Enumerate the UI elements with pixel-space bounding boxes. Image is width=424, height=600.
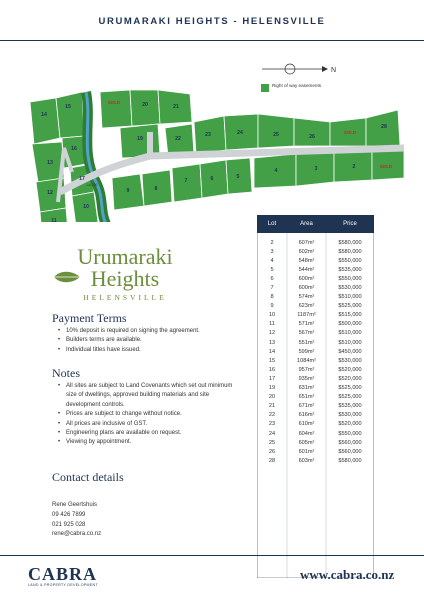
price-cell: $525,000	[338, 394, 362, 401]
lot-label-14: 14	[41, 112, 47, 118]
contact-name: Rene Geertshuis	[52, 502, 98, 508]
lot-cell: 4	[270, 257, 274, 264]
lot-label-9: 9	[126, 188, 130, 194]
price-cell: $560,000	[338, 448, 362, 455]
lot-cell: 12	[268, 330, 276, 337]
area-cell: 602m²	[298, 248, 315, 255]
website-link[interactable]: www.cabra.co.nz	[300, 567, 395, 582]
price-cell: $550,000	[338, 257, 362, 264]
lot-label-5: 5	[236, 174, 240, 180]
table-border	[257, 215, 374, 578]
column-header-lot: Lot	[267, 221, 277, 227]
price-cell: $580,000	[338, 248, 362, 255]
contact-heading: Contact details	[52, 470, 124, 484]
price-cell: $520,000	[338, 421, 362, 428]
lot-cell: 28	[268, 457, 276, 464]
lot-cell: 22	[268, 412, 276, 419]
lot-cell: 8	[270, 294, 274, 301]
lot-label-7: 7	[184, 178, 188, 184]
area-cell: 571m²	[298, 321, 315, 328]
lot-label-21: 21	[173, 104, 179, 110]
lot-cell: 15	[268, 357, 276, 364]
cabra-tagline: LAND & PROPERTY DEVELOPMENT	[28, 583, 98, 587]
price-cell: $580,000	[338, 457, 362, 464]
footer-rule	[0, 555, 424, 556]
price-cell: $520,000	[338, 366, 362, 373]
sold-label: SOLD	[343, 130, 357, 135]
contact-details	[52, 501, 101, 540]
lot-cell: 26	[268, 448, 276, 455]
price-cell: $500,000	[338, 321, 362, 328]
price-cell: $510,000	[338, 294, 362, 301]
area-cell: 603m²	[298, 457, 315, 464]
area-cell: 610m²	[298, 421, 315, 428]
area-cell: 551m²	[298, 339, 315, 346]
price-cell: $515,000	[338, 312, 362, 319]
sold-label: SOLD	[379, 164, 393, 169]
lot-label-10: 10	[83, 204, 89, 210]
notes-heading: Notes	[52, 366, 80, 380]
lot-cell: 20	[268, 394, 276, 401]
area-cell: 607m²	[298, 239, 315, 246]
logo-line1: Urumaraki	[77, 244, 173, 269]
lot-label-26: 26	[309, 134, 315, 140]
lot-label-6: 6	[210, 176, 214, 182]
header-rule	[0, 40, 424, 41]
north-arrow-icon	[262, 64, 328, 74]
area-cell: 544m²	[298, 266, 315, 273]
lot-cell: 3	[270, 248, 274, 255]
lot-cell: 10	[268, 312, 276, 319]
list-item: • Prices are subject to change without notice.	[58, 410, 243, 419]
page-title: URUMARAKI HEIGHTS - HELENSVILLE	[98, 16, 326, 27]
lot-label-23: 23	[205, 132, 211, 138]
lot-cell: 14	[268, 348, 276, 355]
area-cell: 651m²	[298, 394, 315, 401]
area-cell: 605m²	[298, 439, 315, 446]
area-cell: 957m²	[298, 366, 315, 373]
lot-label-11: 11	[51, 218, 57, 222]
area-cell: 1187m²	[297, 312, 316, 319]
price-cell: $510,000	[338, 339, 362, 346]
area-cell: 567m²	[298, 330, 315, 337]
list-item: • Individual titles have issued.	[58, 346, 243, 355]
payment-terms-heading: Payment Terms	[52, 311, 127, 325]
cabra-logo: CABRA	[28, 564, 98, 584]
lot-cell: 24	[268, 430, 276, 437]
price-cell: $530,000	[338, 412, 362, 419]
area-cell: 935m²	[298, 375, 315, 382]
leaf-icon	[52, 270, 82, 284]
lot-label-24: 24	[237, 130, 243, 136]
price-cell: $520,000	[338, 375, 362, 382]
north-label: N	[331, 67, 337, 74]
lot-label-16: 16	[71, 146, 77, 152]
column-header-price: Price	[343, 221, 357, 227]
lot-label-28: 28	[381, 124, 387, 130]
lot-cell: 17	[268, 375, 276, 382]
price-cell: $580,000	[338, 239, 362, 246]
lot-cell: 2	[270, 239, 274, 246]
logo-line2: Heights	[90, 266, 160, 291]
lot-label-4: 4	[274, 168, 278, 174]
column-header-area: Area	[300, 221, 313, 227]
lot-label-22: 22	[175, 136, 181, 142]
list-item: • Builders terms are available.	[58, 336, 243, 345]
area-cell: 604m²	[298, 430, 315, 437]
area-cell: 623m²	[298, 303, 315, 310]
lot-cell: 23	[268, 421, 276, 428]
lot-label-13: 13	[47, 160, 53, 166]
area-cell: 631m²	[298, 385, 315, 392]
legend-swatch	[261, 84, 269, 92]
lot-label-17: 17	[79, 176, 85, 182]
price-cell: $550,000	[338, 275, 362, 282]
area-cell: 599m²	[298, 348, 315, 355]
price-cell: $450,000	[338, 348, 362, 355]
price-cell: $525,000	[338, 385, 362, 392]
lot-cell: 13	[268, 339, 276, 346]
lot-label-3: 3	[314, 166, 318, 172]
price-cell: $535,000	[338, 403, 362, 410]
price-cell: $525,000	[338, 303, 362, 310]
area-cell: 601m²	[298, 448, 315, 455]
lot-cell: 16	[268, 366, 276, 373]
price-cell: $560,000	[338, 439, 362, 446]
area-cell: 1084m²	[297, 357, 316, 364]
lot-label-12: 12	[47, 190, 53, 196]
lot-label-8: 8	[154, 186, 158, 192]
area-cell: 600m²	[298, 275, 315, 282]
lot-cell: 25	[268, 439, 276, 446]
lot-cell: 6	[270, 275, 274, 282]
contact-phone-1[interactable]: 09 426 7899	[52, 511, 86, 518]
lot-label-19: 19	[137, 136, 143, 142]
area-cell: 600m²	[298, 285, 315, 292]
lot-cell: 5	[270, 266, 274, 273]
price-cell: $530,000	[338, 357, 362, 364]
area-cell: 574m²	[298, 294, 315, 301]
lot-cell: 11	[269, 321, 275, 328]
lot-label-15: 15	[65, 104, 71, 110]
price-cell: $535,000	[338, 266, 362, 273]
legend-label: Right of way easements	[272, 83, 322, 88]
price-cell: $510,000	[338, 330, 362, 337]
lot-label-20: 20	[142, 102, 148, 108]
payment-terms-list	[58, 327, 243, 355]
price-cell: $550,000	[338, 430, 362, 437]
list-item: • All sites are subject to Land Covenants which set out minimum size of dwellings, approved building materials and site development controls.	[58, 382, 243, 410]
area-cell: 671m²	[298, 403, 315, 410]
list-item: • Engineering plans are available on request.	[58, 429, 243, 438]
lot-label-25: 25	[273, 132, 279, 138]
contact-email[interactable]: rene@cabra.co.nz	[52, 531, 102, 538]
lot-cell: 7	[270, 285, 274, 292]
lot-200-label: Lot 200	[86, 183, 98, 187]
site-plan-map	[0, 52, 424, 222]
contact-phone-2[interactable]: 021 925 028	[52, 521, 86, 528]
lot-cell: 21	[268, 403, 276, 410]
lot-cell: 9	[270, 303, 274, 310]
logo-line3: HELENSVILLE	[83, 293, 167, 302]
lot-label-2: 2	[352, 164, 356, 170]
lot-cell: 19	[268, 385, 276, 392]
price-cell: $530,000	[338, 285, 362, 292]
notes-list	[58, 382, 243, 448]
list-item: • All prices are inclusive of GST.	[58, 420, 243, 429]
area-cell: 548m²	[298, 257, 315, 264]
list-item: • Viewing by appointment.	[58, 438, 243, 447]
area-cell: 616m²	[298, 412, 315, 419]
sold-label: SOLD	[107, 100, 121, 105]
list-item: • 10% deposit is required on signing the agreement.	[58, 327, 243, 336]
